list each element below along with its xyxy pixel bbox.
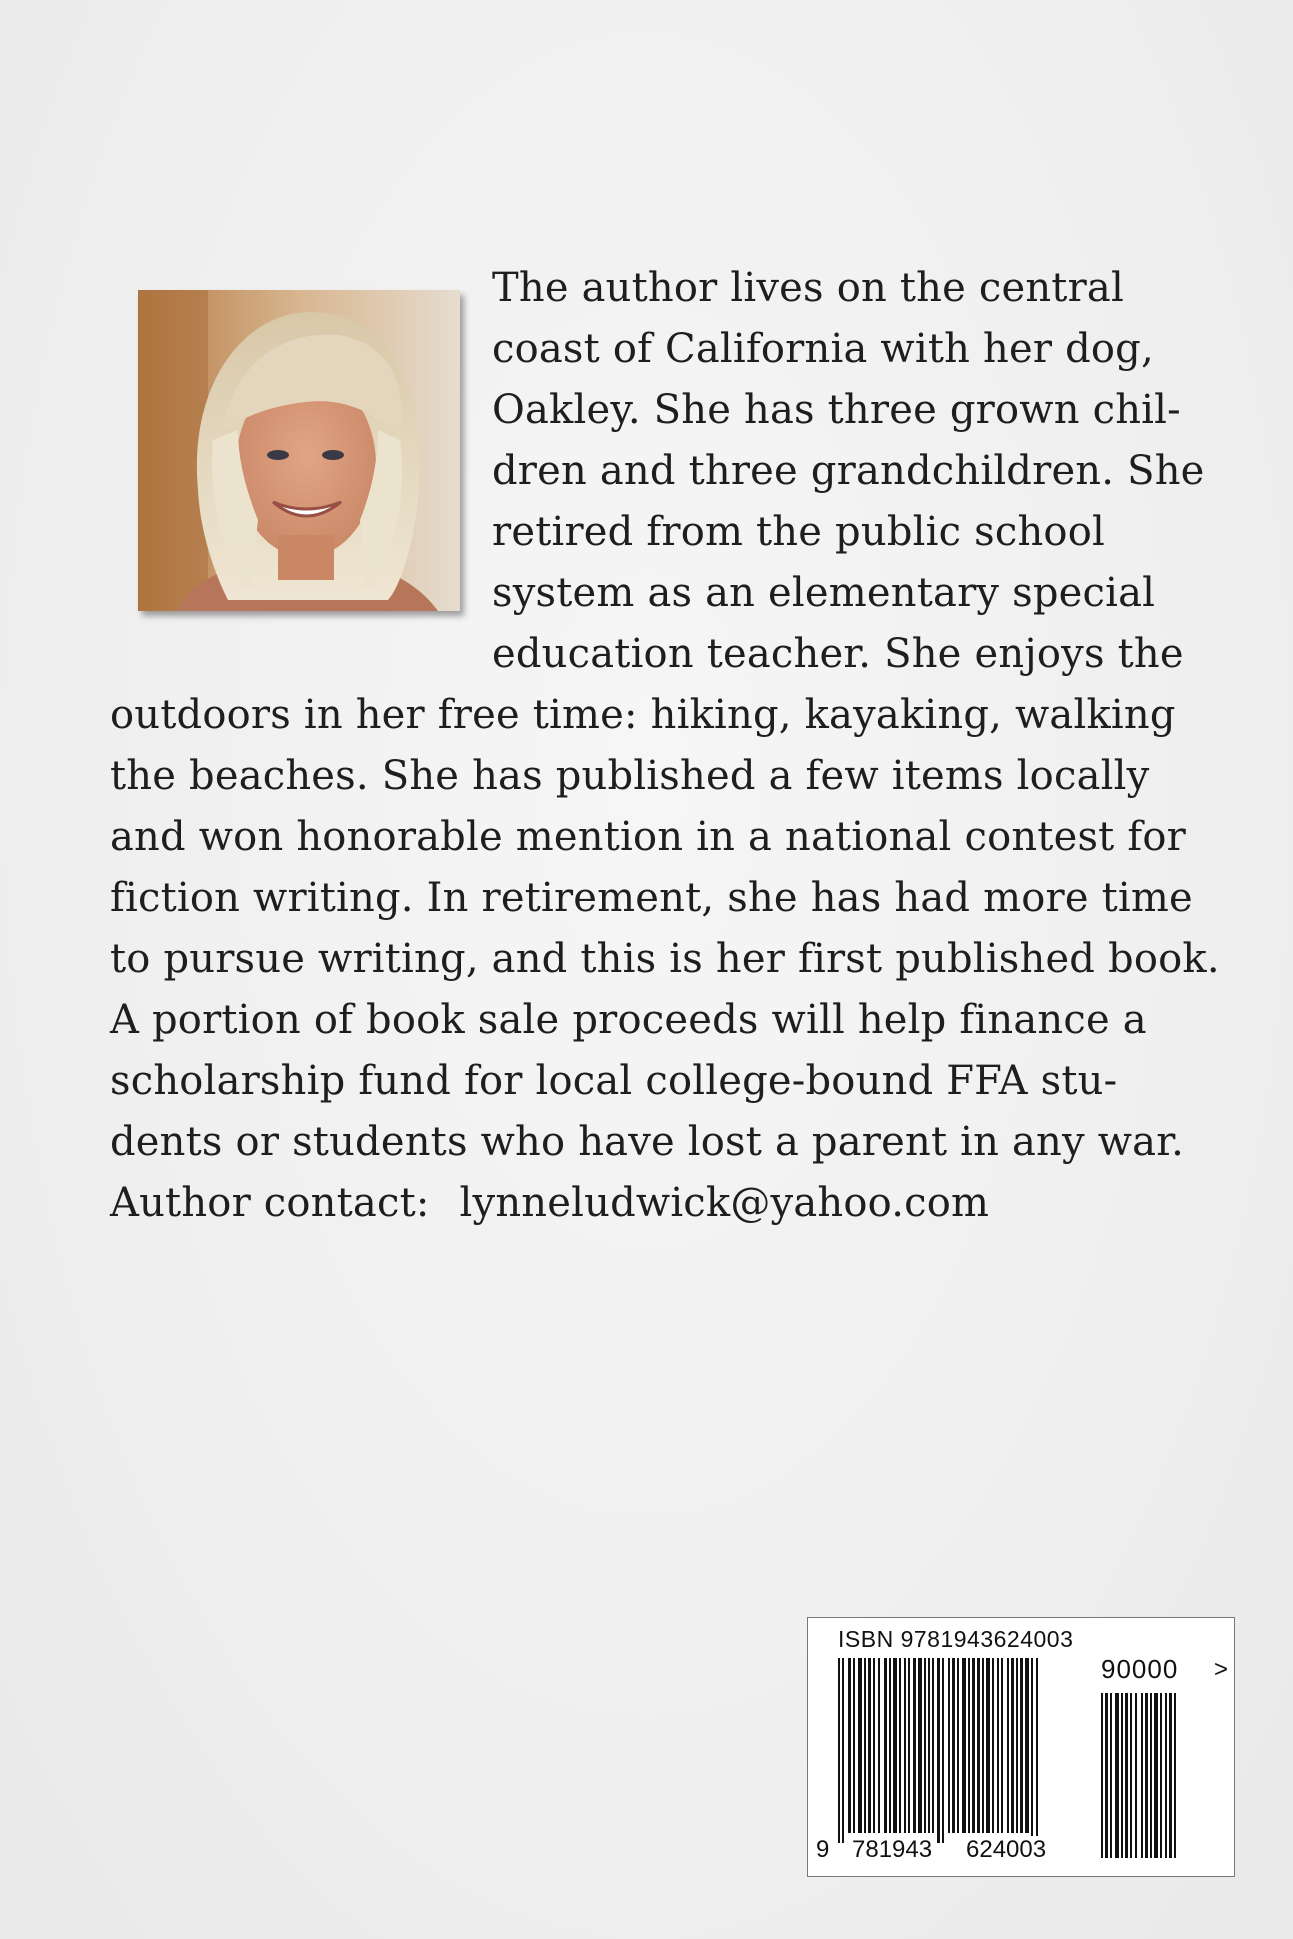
bio-line: outdoors in her free time: hiking, kayaking, walking xyxy=(110,692,1176,738)
isbn-barcode xyxy=(807,1617,1235,1877)
price-code: 90000 xyxy=(1101,1654,1179,1684)
bio-line: the beaches. She has published a few items locally xyxy=(110,753,1150,799)
bio-line: fiction writing. In retirement, she has had more time xyxy=(110,875,1193,921)
bio-line: dents or students who have lost a parent in any war. xyxy=(110,1119,1185,1165)
bio-line: scholarship fund for local college-bound FFA stu- xyxy=(110,1058,1118,1104)
bio-line: dren and three grandchildren. She xyxy=(492,448,1205,494)
photo-wrap-spacer xyxy=(110,258,492,646)
quiet-zone-arrow: > xyxy=(1214,1656,1229,1683)
author-bio xyxy=(110,258,1220,1234)
bio-line: A portion of book sale proceeds will help finance a xyxy=(110,997,1147,1043)
author-contact-email[interactable]: lynneludwick@yahoo.com xyxy=(459,1180,990,1226)
bio-line: retired from the public school xyxy=(492,509,1105,555)
isbn-label: ISBN 9781943624003 xyxy=(838,1626,1074,1652)
barcode-digit-first: 9 xyxy=(816,1836,830,1863)
bio-line: and won honorable mention in a national contest for xyxy=(110,814,1186,860)
bio-line: to pursue writing, and this is her first published book. xyxy=(110,936,1220,982)
bio-line: Oakley. She has three grown chil- xyxy=(492,387,1181,433)
addon-bars-icon xyxy=(1101,1693,1211,1858)
ean13-bars-icon xyxy=(838,1658,1088,1843)
bio-line: The author lives on the central xyxy=(492,265,1124,311)
bio-line: system as an elementary special xyxy=(492,570,1156,616)
bio-line: education teacher. She enjoys the xyxy=(492,631,1184,677)
author-contact-label: Author contact: xyxy=(110,1180,430,1226)
barcode-digits-left: 781943 xyxy=(852,1836,933,1863)
barcode-digits-right: 624003 xyxy=(966,1836,1047,1863)
author-contact xyxy=(110,1173,1220,1234)
bio-line: coast of California with her dog, xyxy=(492,326,1154,372)
